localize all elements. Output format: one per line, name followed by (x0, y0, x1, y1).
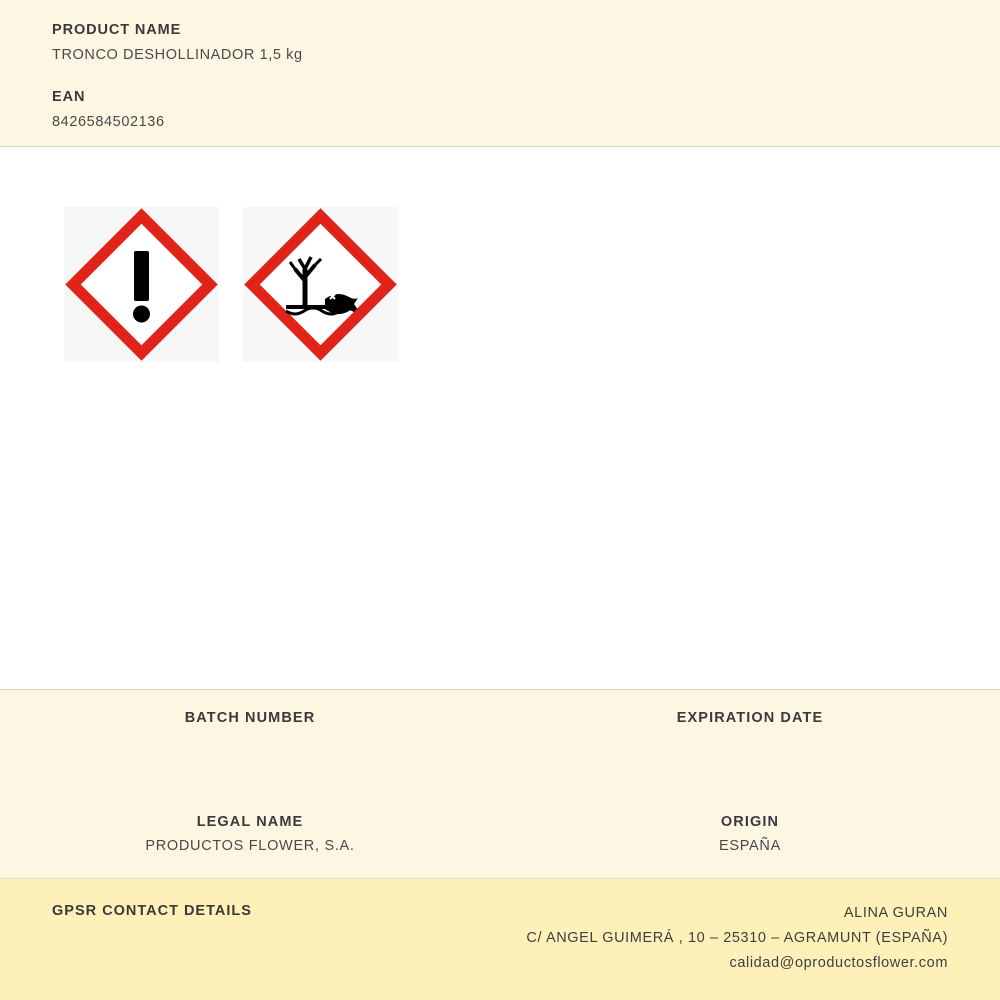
product-name-label: PRODUCT NAME (52, 22, 182, 38)
expiration-date-value (510, 734, 990, 752)
hazard-pictogram-row (64, 207, 398, 362)
legal-name-label: LEGAL NAME (196, 814, 304, 831)
batch-number-label: BATCH NUMBER (184, 710, 316, 727)
batch-number-value (10, 734, 490, 752)
ean-label: EAN (52, 89, 86, 105)
origin-value: ESPAÑA (719, 838, 781, 855)
product-name-value: TRONCO DESHOLLINADOR 1,5 kg (52, 47, 303, 63)
ean-field (0, 89, 1000, 130)
gpsr-contact-email[interactable]: calidad@oproductosflower.com (729, 955, 948, 972)
batch-number-cell (0, 710, 500, 752)
hazard-pictogram-section (0, 147, 1000, 689)
ghs07-exclamation-mark-icon (64, 207, 219, 362)
product-header (0, 0, 1000, 147)
ghs09-environment-icon (243, 207, 398, 362)
gpsr-contact-details (526, 901, 948, 976)
origin-label: ORIGIN (720, 814, 780, 831)
ean-value: 8426584502136 (52, 114, 165, 130)
legal-name-value: PRODUCTOS FLOWER, S.A. (145, 838, 355, 855)
gpsr-footer (0, 879, 1000, 1000)
product-name-field (0, 22, 1000, 63)
legal-name-cell (0, 814, 500, 856)
batch-expiration-row (0, 710, 1000, 752)
origin-cell (500, 814, 1000, 856)
gpsr-contact-address: C/ ANGEL GUIMERÁ , 10 – 25310 – AGRAMUNT (ESPAÑA) (526, 930, 948, 947)
legal-origin-row (0, 814, 1000, 856)
expiration-date-cell (500, 710, 1000, 752)
batch-legal-section (0, 689, 1000, 879)
expiration-date-label: EXPIRATION DATE (676, 710, 824, 727)
gpsr-contact-label: GPSR CONTACT DETAILS (52, 903, 252, 920)
gpsr-contact-name: ALINA GURAN (843, 905, 948, 922)
